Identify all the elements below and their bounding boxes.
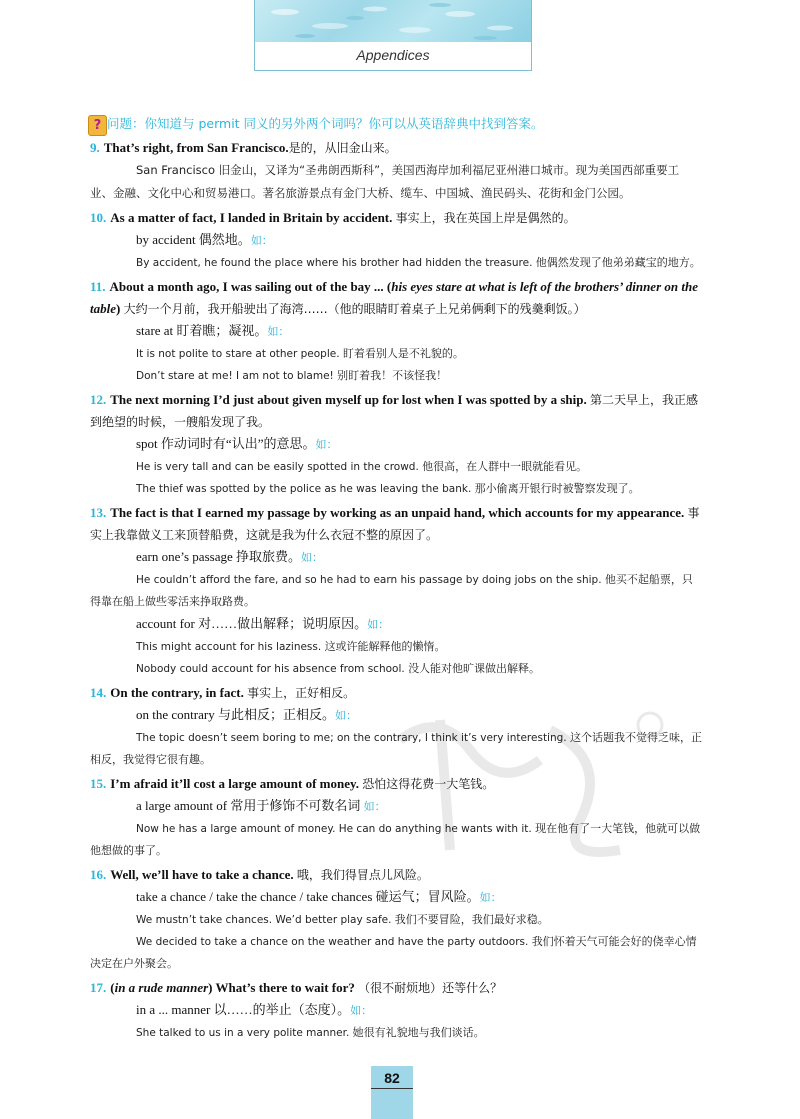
example-chinese: 那小偷离开银行时被警察发现了。 [474, 482, 640, 495]
example-english: He couldn’t afford the fare, and so he had to earn his passage by doing jobs on the ship. [136, 574, 602, 586]
example-chinese: 没人能对他旷课做出解释。 [408, 662, 541, 675]
note-example-marker: 如： [334, 709, 357, 722]
item-sentence [90, 276, 702, 320]
item-english: About a month ago, I was sailing out of the bay ... ( [109, 279, 392, 294]
question-line [93, 113, 702, 135]
example [136, 365, 702, 387]
item-sentence [90, 864, 702, 886]
note [136, 433, 702, 456]
example [90, 727, 702, 771]
example [90, 252, 702, 274]
example [136, 636, 702, 658]
item-chinese: （很不耐烦地）还等什么？ [358, 981, 503, 995]
item-number: 15. [90, 776, 107, 791]
note [136, 229, 702, 252]
item-english: The fact is that I earned my passage by working as an unpaid hand, which accounts for my appearance. [110, 505, 685, 520]
item-english-end: ) [116, 301, 121, 316]
item-number: 10. [90, 210, 107, 225]
example-chinese: 盯着看别人是不礼貌的。 [342, 347, 464, 360]
item-chinese: 事实上我靠做义工来顶替船费，这就是我为什么衣冠不整的原因了。 [90, 506, 700, 542]
example [136, 909, 702, 931]
page-number: 82 [384, 1070, 400, 1086]
item-english: On the contrary, in fact. [110, 685, 244, 700]
example-english: Nobody could account for his absence from school. [136, 663, 405, 675]
item-14 [90, 682, 702, 771]
example-english: By accident, he found the place where his brother had hidden the treasure. [136, 257, 533, 269]
note-head: in a ... manner 以……的举止（态度）。 [136, 1002, 351, 1017]
item-chinese: 是的，从旧金山来。 [288, 141, 397, 155]
item-sentence [90, 682, 702, 704]
question-icon: ? [88, 115, 107, 136]
example-english: The topic doesn’t seem boring to me; on the contrary, I think it’s very interesting. [136, 732, 567, 744]
example [90, 931, 702, 975]
item-stage-direction: his eyes stare at what is left of the brothers’ dinner on the table [90, 279, 698, 316]
example [90, 818, 702, 862]
note-example-marker: 如： [350, 1004, 373, 1017]
item-number: 11. [90, 279, 106, 294]
item-stage-direction: in a rude manner [114, 980, 209, 995]
item-number: 14. [90, 685, 107, 700]
example-chinese: 他买不起船票，只得靠在船上做些零活来挣取路费。 [90, 573, 693, 608]
item-sentence [90, 502, 702, 546]
item-english: The next morning I’d just about given myself up for lost when I was spotted by a ship. [110, 392, 587, 407]
example-chinese: 这或许能解释他的懒惰。 [324, 640, 446, 653]
example-chinese: 她很有礼貌地与我们谈话。 [352, 1026, 485, 1039]
note-head: on the contrary 与此相反；正相反。 [136, 707, 335, 722]
item-paragraph: San Francisco 旧金山，又译为“圣弗朗西斯科”，美国西海岸加利福尼亚州港口城市。现为美国西部重要工业、金融、文化中心和贸易港口。著名旅游景点有金门大桥、缆车、中国城、渔民码头、花街和金门公园。 [90, 163, 680, 200]
example-english: Don’t stare at me! I am not to blame! [136, 370, 334, 382]
item-13 [90, 502, 702, 680]
item-12 [90, 389, 702, 500]
example [136, 658, 702, 680]
note [136, 886, 702, 909]
note-head: earn one’s passage 挣取旅费。 [136, 549, 301, 564]
item-10 [90, 207, 702, 274]
note-head: take a chance / take the chance / take chances 碰运气；冒风险。 [136, 889, 480, 904]
example-english: The thief was spotted by the police as he was leaving the bank. [136, 483, 472, 495]
note [136, 795, 702, 818]
example-chinese: 这个话题我不觉得乏味，正相反，我觉得它很有趣。 [90, 731, 702, 766]
example-english: We decided to take a chance on the weather and have the party outdoors. [136, 936, 529, 948]
note [136, 613, 702, 636]
note [136, 320, 702, 343]
note [136, 546, 702, 569]
item-sentence [90, 389, 702, 433]
note-example-marker: 如： [267, 325, 290, 338]
example-english: She talked to us in a very polite manner. [136, 1027, 350, 1039]
item-sentence: 17. (in a rude manner) What’s there to wait for? （很不耐烦地）还等什么？ [90, 980, 503, 995]
example-chinese: 别盯着我！不该怪我！ [337, 369, 448, 382]
note-example-marker: 如： [363, 800, 386, 813]
item-english: What’s there to wait for? [212, 980, 355, 995]
item-16 [90, 864, 702, 975]
item-chinese: 恐怕这得花费一大笔钱。 [362, 777, 495, 791]
example-chinese: 现在他有了一大笔钱，他就可以做他想做的事了。 [90, 822, 701, 857]
note-head: a large amount of 常用于修饰不可数名词 [136, 798, 361, 813]
item-chinese: 大约一个月前，我开船驶出了海湾……（他的眼睛盯着桌子上兄弟俩剩下的残羹剩饭。） [123, 302, 586, 316]
question-text: 问题：你知道与 permit 同义的另外两个词吗？你可以从英语辞典中找到答案。 [107, 116, 544, 131]
item-number: 9. [90, 140, 100, 155]
item-chinese: 第二天早上，我正感到绝望的时候，一艘船发现了我。 [90, 393, 699, 429]
header-title: Appendices [356, 47, 430, 63]
note-head: account for 对……做出解释；说明原因。 [136, 616, 368, 631]
example-english: It is not polite to stare at other people. [136, 348, 340, 360]
item-english: That’s right, from San Francisco. [103, 140, 289, 155]
item-sentence [90, 773, 702, 795]
note-example-marker: 如： [301, 551, 323, 564]
item-number: 13. [90, 505, 107, 520]
item-english: As a matter of fact, I landed in Britain by accident. [110, 210, 393, 225]
note-head: stare at 盯着瞧；凝视。 [136, 323, 268, 338]
example [136, 456, 702, 478]
note-head: spot 作动词时有“认出”的意思。 [136, 436, 316, 451]
item-english: I’m afraid it’ll cost a large amount of money. [110, 776, 360, 791]
example-chinese: 他偶然发现了他弟弟藏宝的地方。 [535, 256, 701, 269]
example [136, 478, 702, 500]
example-chinese: 他很高，在人群中一眼就能看见。 [422, 460, 588, 473]
note-example-marker: 如： [315, 438, 338, 451]
item-9 [90, 137, 702, 205]
item-english: Well, we’ll have to take a chance. [110, 867, 294, 882]
header-pattern [255, 0, 531, 42]
example-english: He is very tall and can be easily spotted in the crowd. [136, 461, 419, 473]
item-chinese: 哦，我们得冒点儿风险。 [296, 868, 429, 882]
item-11 [90, 276, 702, 387]
item-17 [90, 977, 702, 1044]
page-number-rule [371, 1088, 413, 1089]
item-number: 16. [90, 867, 107, 882]
note [136, 999, 702, 1022]
example-english: We mustn’t take chances. We’d better play safe. [136, 914, 392, 926]
example-english: This might account for his laziness. [136, 641, 322, 653]
item-sentence [90, 137, 702, 159]
example-chinese: 我们怀着天气可能会好的侥幸心情决定在户外聚会。 [90, 935, 697, 970]
note-example-marker: 如： [367, 618, 390, 631]
item-sentence [90, 207, 702, 229]
item-15 [90, 773, 702, 862]
example [136, 343, 702, 365]
note-head: by accident 偶然地。 [136, 232, 251, 247]
note-example-marker: 如： [479, 891, 502, 904]
note [136, 704, 702, 727]
item-chinese: 事实上，正好相反。 [247, 686, 356, 700]
example [90, 569, 702, 613]
example-english: Now he has a large amount of money. He can do anything he wants with it. [136, 823, 532, 835]
header-banner [254, 0, 532, 42]
item-number: 12. [90, 392, 107, 407]
content [90, 113, 702, 1044]
note-example-marker: 如： [250, 234, 273, 247]
example-chinese: 我们不要冒险，我们最好求稳。 [394, 913, 549, 926]
item-chinese: 事实上，我在英国上岸是偶然的。 [395, 211, 576, 225]
item-number: 17. [90, 980, 107, 995]
example [136, 1022, 702, 1044]
